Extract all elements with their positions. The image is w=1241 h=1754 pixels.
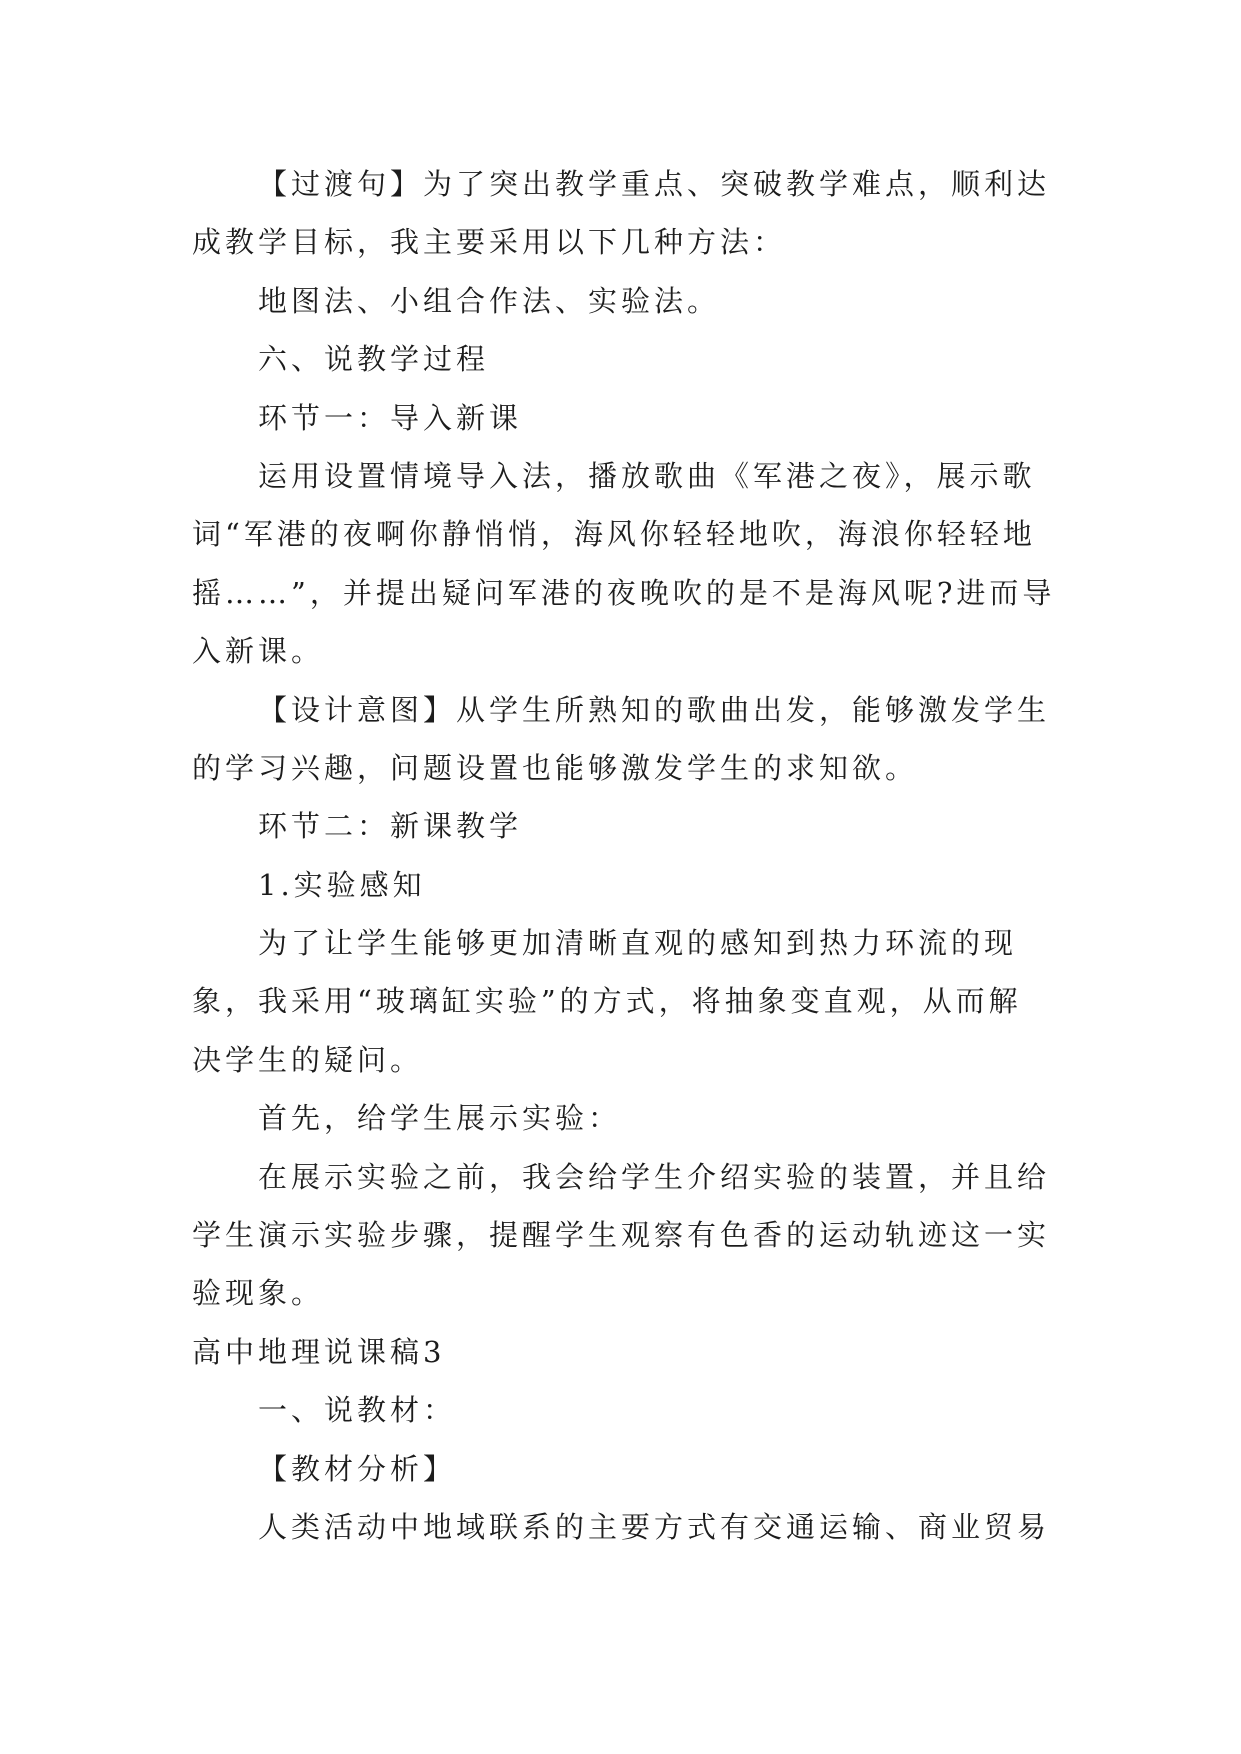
heading-step-two [192,797,1053,855]
paragraph-line: 摇……”，并提出疑问军港的夜晚吹的是不是海风呢?进而导 [192,575,1056,610]
paragraph-line: 入新课。 [192,634,325,669]
heading-textbook-analysis [192,1440,1053,1498]
paragraph-before-experiment [192,1148,1053,1323]
paragraph-line: 地图法、小组合作法、实验法。 [258,283,721,318]
paragraph-introduction [192,447,1056,681]
paragraph-line: 人类活动中地域联系的主要方式有交通运输、商业贸易 [258,1509,1051,1544]
paragraph-line: 【过渡句】为了突出教学重点、突破教学难点，顺利达 [258,167,1051,201]
paragraph-line: 【教材分析】 [258,1451,457,1486]
paragraph-line: 成教学目标，我主要采用以下几种方法： [192,225,787,260]
paragraph-line: 决学生的疑问。 [192,1042,424,1077]
section-title [192,1323,1053,1381]
paragraph-line: 象，我采用“玻璃缸实验”的方式，将抽象变直观，从而解 [192,984,1022,1019]
paragraph-transition [192,155,1053,272]
paragraph-methods [192,272,1053,330]
heading-teaching-process [192,330,1053,388]
heading-experiment-perception [192,856,1053,914]
paragraph-line: 词“军港的夜啊你静悄悄，海风你轻轻地吹，海浪你轻轻地 [192,517,1036,552]
heading-textbook [192,1381,1053,1439]
section-title-text: 高中地理说课稿3 [192,1334,446,1369]
paragraph-line: 六、说教学过程 [258,342,490,377]
paragraph-first-show [192,1089,1053,1147]
paragraph-experiment-purpose [192,914,1053,1089]
paragraph-line: 1.实验感知 [258,867,426,902]
paragraph-regional-links [192,1498,1053,1556]
paragraph-line: 环节一：导入新课 [258,400,523,435]
heading-step-one [192,389,1053,447]
paragraph-line: 的学习兴趣，问题设置也能够激发学生的求知欲。 [192,750,919,785]
paragraph-line: 一、说教材： [258,1393,457,1428]
paragraph-line: 环节二：新课教学 [258,809,523,844]
paragraph-line: 在展示实验之前，我会给学生介绍实验的装置，并且给 [258,1159,1051,1194]
paragraph-line: 运用设置情境导入法，播放歌曲《军港之夜》，展示歌 [258,458,1036,493]
paragraph-line: 【设计意图】从学生所熟知的歌曲出发，能够激发学生 [258,692,1051,727]
paragraph-line: 首先，给学生展示实验： [258,1101,622,1136]
paragraph-design-intent [192,681,1053,798]
paragraph-line: 学生演示实验步骤，提醒学生观察有色香的运动轨迹这一实 [192,1218,1051,1253]
paragraph-line: 验现象。 [192,1276,325,1311]
paragraph-line: 为了让学生能够更加清晰直观的感知到热力环流的现 [258,926,1018,961]
